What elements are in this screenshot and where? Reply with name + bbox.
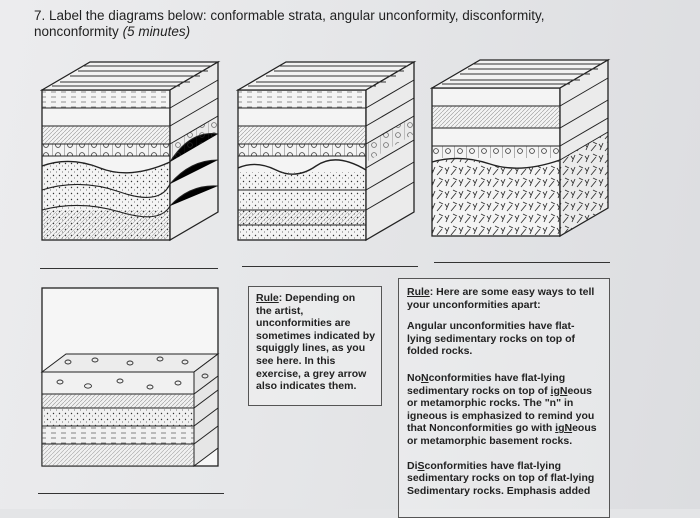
diagram-1-folded-strata <box>40 60 222 242</box>
rule-label: Rule <box>407 286 430 298</box>
rule-box-artist: Rule: Depending on the artist, unconformities are sometimes indicated by squiggly lines, as you see here. In this exercise, a grey arrow also indicates them. <box>248 286 382 406</box>
rule-label: Rule <box>256 292 279 304</box>
answer-line-2[interactable] <box>242 266 418 267</box>
rule2-intro: Rule: Here are some easy ways to tell your unconformities apart: <box>407 286 595 311</box>
question-prompt: 7. Label the diagrams below: conformable strata, angular unconformity, disconformity, nonconformity (5 minutes) <box>34 8 545 39</box>
answer-line-3[interactable] <box>434 262 610 263</box>
diagram-3-igneous-basement <box>430 56 612 238</box>
diagram-2-flat-strata <box>236 60 418 242</box>
answer-line-1[interactable] <box>40 268 218 269</box>
rule2-angular: Angular unconformities have flat- lying sedimentary rocks on top of folded rocks. <box>407 320 576 358</box>
diagram-4-conglomerate-strata <box>40 286 222 468</box>
answer-line-4[interactable] <box>38 493 224 494</box>
rule-box-unconformity-tips <box>398 278 610 518</box>
rule2-nonconformity: NoNconformities have flat-lying sedimentary rocks on top of igNeous or metamorphic rocks. The "n" in igneous is emphasized to remind you that Nonconformities go with igNeous or metamorphic basement rocks. <box>407 371 597 447</box>
rule2-disconformity: DiSconformities have flat-lying sedimentary rocks on top of flat-lying Sedimentary rocks. Emphasis added <box>407 459 595 497</box>
